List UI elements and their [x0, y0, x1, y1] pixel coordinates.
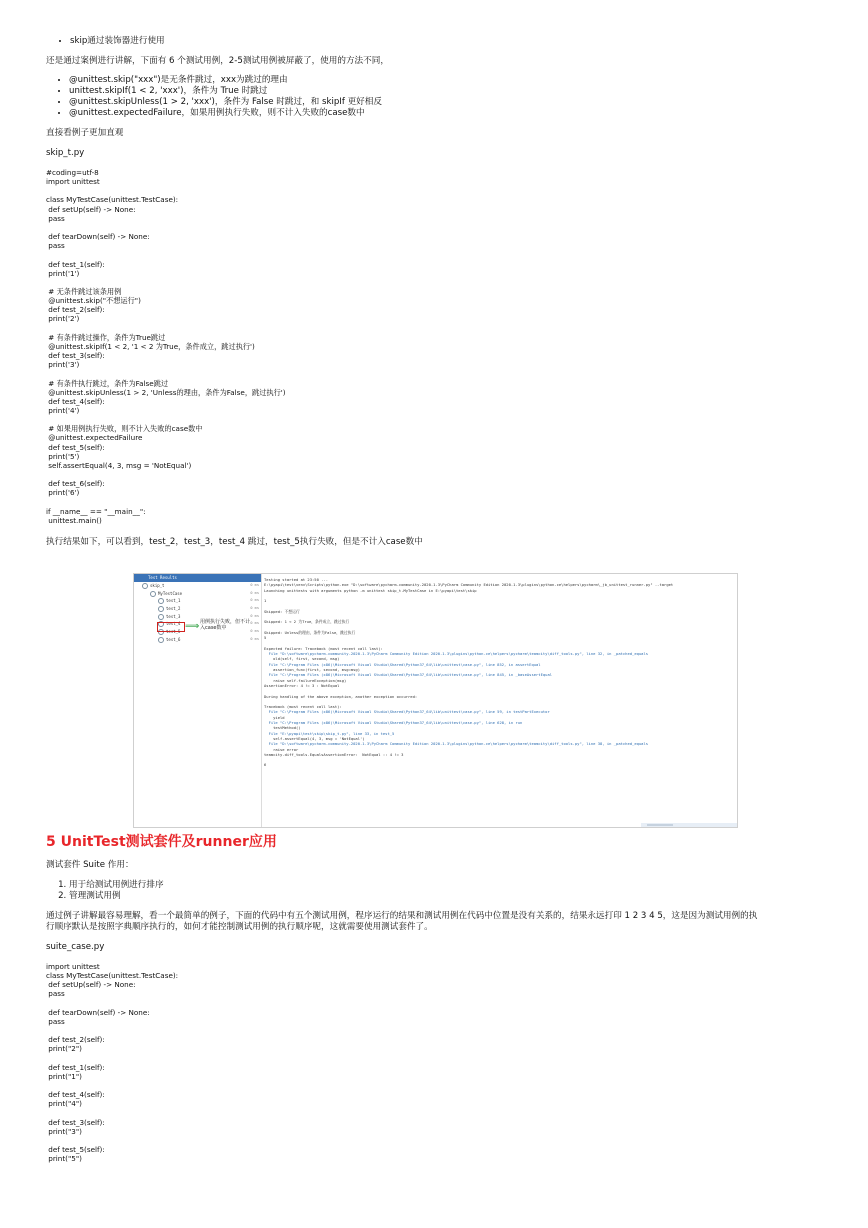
suite-use-item: 2. 管理测试用例: [69, 891, 826, 902]
console-line: File "C:\Program Files (x86)\Microsoft Visual Studio\Shared\Python37_64\lib\unittest\case.py", line 628, in run: [264, 720, 523, 726]
console-line: Testing started at 23:50 ...: [264, 577, 329, 582]
console-line: testMethod(): [264, 725, 301, 731]
status-bar: [641, 823, 737, 827]
code-line: import unittest: [46, 177, 100, 187]
console-line: 6: [264, 762, 267, 768]
code-line: [46, 415, 826, 424]
console-line: Launching unittests with arguments python -m unittest skip_t.MyTestCase in E:\pyapi\test\skip: [264, 587, 477, 593]
code-line: print('1'): [46, 268, 80, 278]
console-line: During handling of the above exception, another exception occurred:: [264, 693, 418, 699]
tree-row-label: test_2: [166, 606, 181, 612]
console-line: File "C:\Program Files (x86)\Microsoft Visual Studio\Shared\Python37_64\lib\unittest\case.py", line 845, in _baseAssertEqual: [264, 672, 553, 678]
tree-row-time: 0 ms: [250, 621, 259, 626]
code-line: def test_6(self):: [46, 479, 105, 489]
console-line: teamcity.diff_tools.EqualsAssertionError: NotEqual :: 4 != 3: [264, 751, 404, 757]
para-skip-intro: 还是通过案例进行讲解，下面有 6 个测试用例，2-5测试用例被屏蔽了，使用的方法不同，: [46, 56, 389, 66]
test-status-icon: [158, 614, 164, 620]
console-line: E:\pyapi\test\venv\Scripts\python.exe "D:\software\pycharm-community-2020.1.3\PyCharm Community Edition 2020.1.3\plugins\python-ce\helpers\pycharm\_jb_unittest_runner.py" --target: [264, 582, 674, 588]
code-block-skip: [46, 168, 826, 525]
annotation-note: 用例执行失败，但不计入case数中: [200, 619, 251, 631]
console-line: Skipped: 1 < 2 为True，条件成立，跳过执行: [264, 619, 350, 625]
tree-row-label: skip_t: [150, 583, 165, 588]
para-suite-explain-2: 行顺序默认是按照字典顺序执行的，如何才能控制测试用例的执行顺序呢，这就需要使用测试套件了。: [46, 922, 433, 932]
console-line: Skipped: Unless的理由，条件为False，跳过执行: [264, 629, 356, 635]
tree-row-time: 0 ms: [250, 606, 259, 611]
code-line: [46, 1081, 826, 1090]
suite-uses-list: [46, 880, 826, 902]
skip-method-item: • @unittest.expectedFailure，如果用例执行失败，则不计入失败的case数中: [69, 108, 826, 119]
para-example: 直接看例子更加直观: [46, 128, 124, 138]
console-line: File "D:\software\pycharm-community-2020.1.3\PyCharm Community Edition 2020.1.3\plugins\python-ce\helpers\pycharm\teamcity\diff_tools.py", line 38, in _patched_equals: [264, 741, 649, 747]
tree-header-label: Test Results: [148, 575, 177, 580]
code-line: import unittest: [46, 962, 100, 971]
code-line: if __name__ == "__main__":: [46, 506, 146, 516]
console-line: old(self, first, second, msg): [264, 656, 340, 662]
tree-row[interactable]: [134, 590, 261, 598]
tree-row-time: 0 ms: [250, 598, 259, 603]
code-line: @unittest.skipUnless(1 > 2, 'Unless的理由，条件为False，跳过执行'): [46, 387, 286, 397]
code-line: [46, 278, 826, 287]
tree-row-label: test_3: [166, 613, 181, 619]
tree-row-label: MyTestCase: [158, 590, 183, 596]
test-status-icon: [158, 598, 164, 604]
code-line: # 无条件跳过该条用例: [46, 286, 122, 296]
console-line: File "C:\Program Files (x86)\Microsoft Visual Studio\Shared\Python37_64\lib\unittest\case.py", line 852, in assertEqual: [264, 661, 541, 667]
console-line: File "D:\software\pycharm-community-2020.1.3\PyCharm Community Edition 2020.1.3\plugins\python-ce\helpers\pycharm\teamcity\diff_tools.py", line 32, in _patched_equals: [264, 651, 649, 657]
skip-method-item: • unittest.skipIf(1 < 2, 'xxx')，条件为 True 时跳过: [69, 86, 826, 97]
tree-header: [134, 574, 261, 582]
file-name-suite: suite_case.py: [46, 942, 105, 952]
code-line: print('5'): [46, 451, 80, 461]
code-line: def test_1(self):: [46, 259, 105, 269]
file-name-skip: skip_t.py: [46, 148, 85, 158]
code-line: print("1"): [46, 1071, 82, 1081]
console-line: yield: [264, 714, 285, 720]
console-line: File "E:\pyapi\test\skip\skip_t.py", line 33, in test_5: [264, 730, 395, 736]
code-line: [46, 1054, 826, 1063]
tree-row[interactable]: [134, 636, 261, 644]
code-line: class MyTestCase(unittest.TestCase):: [46, 971, 179, 981]
code-line: def test_2(self):: [46, 305, 105, 315]
code-line: @unittest.skipIf(1 < 2, '1 < 2 为True，条件成立，跳过执行'): [46, 341, 255, 351]
tree-row-time: 0 ms: [250, 613, 259, 618]
code-line: [46, 498, 826, 507]
code-line: def test_3(self):: [46, 1117, 105, 1127]
code-line: def test_1(self):: [46, 1062, 105, 1072]
code-line: [46, 250, 826, 259]
code-line: @unittest.skip("不想运行"): [46, 296, 141, 306]
code-line: def tearDown(self) -> None:: [46, 232, 150, 242]
para-suite-explain-1: 通过例子讲解最容易理解，看一个最简单的例子，下面的代码中有五个测试用例，程序运行的结果和测试用例在代码中位置是没有关系的，结果永远打印 1 2 3 4 5，这是因为测试用例的执: [46, 911, 758, 921]
code-line: pass: [46, 989, 65, 999]
code-line: @unittest.expectedFailure: [46, 433, 143, 443]
tree-row[interactable]: [134, 582, 261, 590]
console-line: Skipped: 不想运行: [264, 608, 300, 614]
console-line: 1: [264, 598, 267, 604]
code-line: [46, 324, 826, 333]
code-line: [46, 1026, 826, 1035]
tree-row-label: test_4: [166, 621, 181, 627]
test-results-tree: [134, 574, 262, 827]
tree-row[interactable]: [134, 605, 261, 613]
article: [46, 36, 826, 548]
test-status-icon: [158, 606, 164, 612]
tree-row-time: 0 ms: [250, 629, 259, 634]
code-line: [46, 1108, 826, 1117]
arrow-right-icon: ⟹: [185, 621, 200, 632]
intro-bullet: • skip通过装饰器进行使用: [70, 36, 826, 47]
console-line: raise error: [264, 746, 299, 752]
code-line: pass: [46, 1016, 65, 1026]
skip-method-item: • @unittest.skip("xxx")是无条件跳过，xxx为跳过的理由: [69, 75, 826, 86]
code-line: pass: [46, 213, 65, 223]
code-line: print("5"): [46, 1154, 82, 1164]
failed-test-highlight: [157, 622, 185, 635]
code-line: print('4'): [46, 405, 80, 415]
code-line: def test_2(self):: [46, 1035, 105, 1045]
code-line: print('2'): [46, 314, 80, 324]
code-line: def test_5(self):: [46, 442, 105, 452]
code-line: print("4"): [46, 1099, 82, 1109]
skip-methods-list: [46, 75, 826, 119]
code-line: [46, 369, 826, 378]
console-line: raise self.failureException(msg): [264, 677, 347, 683]
skip-method-item: • @unittest.skipUnless(1 > 2, 'xxx')，条件为 False 时跳过，和 skipIf 更好相反: [69, 97, 826, 108]
code-line: print("3"): [46, 1126, 82, 1136]
console-line: File "C:\Program Files (x86)\Microsoft Visual Studio\Shared\Python37_64\lib\unittest\case.py", line 59, in testPartExecutor: [264, 709, 550, 715]
section-heading: 5 UnitTest测试套件及runner应用: [46, 834, 277, 850]
tree-row-label: test_1: [166, 598, 181, 604]
code-line: unittest.main(): [46, 515, 102, 525]
console-line: 5: [264, 635, 267, 641]
code-line: # 有条件执行跳过，条件为False跳过: [46, 378, 169, 388]
code-line: def test_4(self):: [46, 1090, 105, 1100]
suite-intro: 测试套件 Suite 作用：: [46, 860, 134, 870]
tree-row-time: 0 ms: [250, 636, 259, 641]
console-line: AssertionError: 4 != 3 : NotEqual: [264, 682, 340, 688]
code-line: def setUp(self) -> None:: [46, 980, 136, 990]
console-line: Expected failure: Traceback (most recent call last):: [264, 645, 383, 651]
suite-use-item: 1. 用于给测试用例进行排序: [69, 880, 826, 891]
code-line: print('6'): [46, 488, 80, 498]
code-line: #coding=utf-8: [46, 168, 99, 177]
code-line: [46, 1136, 826, 1145]
test-status-icon: [158, 637, 164, 643]
code-line: def tearDown(self) -> None:: [46, 1007, 150, 1017]
code-line: print("2"): [46, 1044, 82, 1054]
code-line: def test_5(self):: [46, 1145, 105, 1155]
code-line: self.assertEqual(4, 3, msg = 'NotEqual'): [46, 460, 192, 470]
test-status-icon: [142, 583, 148, 589]
tree-row[interactable]: [134, 597, 261, 605]
code-line: print('3'): [46, 360, 80, 370]
code-line: class MyTestCase(unittest.TestCase):: [46, 195, 179, 205]
run-console: [262, 574, 737, 827]
code-block-suite: [46, 962, 826, 1163]
code-line: [46, 186, 826, 195]
tree-row-time: 0 ms: [250, 583, 259, 587]
code-line: def setUp(self) -> None:: [46, 204, 136, 214]
code-line: def test_3(self):: [46, 351, 105, 361]
code-line: [46, 470, 826, 479]
code-line: [46, 223, 826, 232]
tree-row-label: test_5: [166, 629, 181, 635]
tree-row-label: test_6: [166, 636, 181, 642]
para-result: 执行结果如下，可以看到，test_2，test_3，test_4 跳过，test_5执行失败，但是不计入case数中: [46, 536, 423, 547]
suite-section: [46, 833, 826, 1163]
code-line: pass: [46, 241, 65, 251]
console-line: Traceback (most recent call last):: [264, 704, 342, 710]
intro-list: [47, 36, 826, 47]
code-line: [46, 999, 826, 1008]
pycharm-test-screenshot: [133, 573, 738, 828]
test-status-icon: [150, 591, 156, 597]
tree-row-time: 0 ms: [250, 590, 259, 595]
code-line: # 如果用例执行失败，则不计入失败的case数中: [46, 424, 203, 434]
console-line: self.assertEqual(4, 3, msg = 'NotEqual'): [264, 735, 365, 741]
code-line: # 有条件跳过操作，条件为True跳过: [46, 332, 166, 342]
code-line: def test_4(self):: [46, 396, 105, 406]
console-line: assertion_func(first, second, msg=msg): [264, 667, 361, 673]
